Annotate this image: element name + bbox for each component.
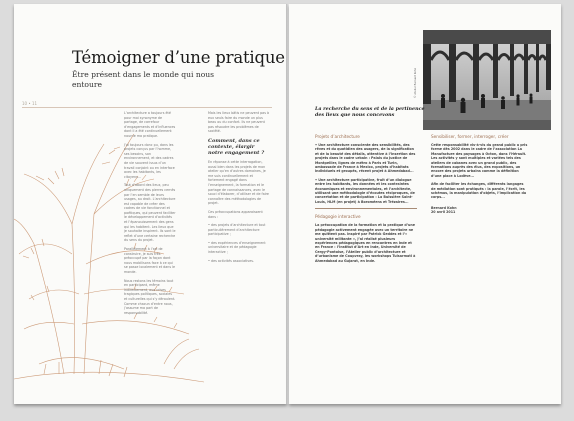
right-column-2 [431,134,529,215]
column-title: Projets d’architecture [315,134,360,139]
body-column-2 [208,111,270,267]
left-page [14,4,287,404]
photo-credit: © Atelier Bernard Kohn [414,67,417,98]
section-question-heading: Comment, dans ce contexte, élargir notre engagement ? [208,137,265,156]
column-divider [315,208,417,209]
body-paragraph: La préoccupation de la formation et la pratique d’une pédagogie activement engagée avec un territoire ne me quittent pas. Inspiré par Patrick Geddes et l’« université militante », j’ai réalisé plusieurs expériences pédagogiques en rencontres en Inde et en France : l’Institut d’Art en Inde, Université de Cergy-Pontoise, l’Atelier public d’architecture et d’urbanisme de Coupvray, les workshops Tulsarmati à Ahmedabad au Gujarat, en Inde. [315,223,416,263]
body-paragraph: Afin de faciliter les échanges, différents langages de médiation sont pratiqués : la parole, l’écrit, les schémas, la manipulation d’objets, l’implication du corps... [431,182,527,200]
body-paragraph: • Une architecture consciente des sensibilités, des rêves et du quotidien des usagers, de la signification et de la beauté des détails, attentive à l’insertion des projets dans le cadre urbain : Palais du Justice de Montpellier, lignes de métro à Paris et Turin, ambassade de France à Mexico, projets d’habitats individuels et groupés, récent projet à Ahmedabad... [315,143,416,174]
header-rule [22,107,272,108]
column-title: Sensibiliser, former, interroger, créer [431,134,509,139]
signature-block [431,206,529,215]
page-title: Témoigner d’une pratique [72,48,285,67]
page-subtitle: Être présent dans le monde qui nous entoure [72,70,215,89]
page-folio: 10 • 11 [22,101,38,106]
list-item: • des projets d’architecture et tout particulièrement d’architecture participative ; [208,223,266,237]
body-paragraph: Parallèlement à l’art de construire, je suis très préoccupé par la façon dont nous mobilisons face à ce qui se passe localement et dans le monde. [124,247,176,274]
right-page [289,4,561,404]
body-paragraph: En réponse à cette interrogation, aussi bien dans les projets de mon atelier qu’en d’autres domaines, je me suis continuellement et fortement engagé dans l’enseignement, la formation et le partage de connaissances, avec le souci d’élaborer, d’utiliser et de faire connaître des méthodologies de projet. [208,159,269,206]
list-item: • des expériences d’enseignement universitaire et de pédagogie interactive ; [208,240,266,255]
body-paragraph: Nous restons les témoins tout en participant, même indirectement, aux crises tragiques politiques, sociales et culturelles qui s’y déroulent. Comme chacun d’entre nous, j’assume ma part de responsabilité. [124,278,176,315]
body-paragraph: Ces préoccupations apparaissent dans : [208,209,263,219]
arcade-photo [423,30,551,130]
body-paragraph: Cette responsabilité vis-à-vis du grand public a pris forme dès 2002 dans le cadre de l’association La Manufacture des paysages à Octon, dans l’Hérault. Les activités y sont multiples et variées tels des ateliers de cabanes avec un grand public, des formations auprès des élus, des expositions, un encore des projets urbains comme la définition d’une place à Lodève... [431,143,528,178]
signature-name: Bernard Kohn [431,205,457,210]
section-heading: La recherche du sens et de la pertinence des lieux que nous concevons [315,106,425,118]
list-item: • des activités associatives. [208,258,255,263]
right-column-1 [315,134,417,267]
body-paragraph: Mais les lieux bâtis ne peuvent pas à eux seuls faire du monde un plus beau ou du confort. Ils ne peuvent pas résoudre les problèmes de société. [208,111,269,134]
body-paragraph: Tout d’abord des lieux, peu uniquement des pierres cernés par l’en semble de leurs usages, au droit. L’architecture est capable de créer des cadres de vie fonctionnel et poétiques, qui peuvent faciliter le développement d’activités et l’épanouissement des gens qui les habitent. Les lieux que je souhaite inspirent. Ils sont le reflet d’une certaine recherche du sens du projet. [124,183,176,243]
signature-date: 20 avril 2011 [431,210,456,215]
body-column-1 [124,111,176,319]
body-paragraph: L’architecture a toujours été pour moi synonyme de partage, de carrefour d’engagements et d’influences dont il a été continuellement nourrie ma pratique. [124,111,176,138]
body-paragraph: • Une architecture participative, fruit d’un dialogue entre les habitants, les données et les contraintes économiques et environnementales, et l’architecte, utilisant une méthodologie d’écoutes réciproques, de concertation et de participation : La Buissière Saint-Louis, HLM (en projet) à Boroméens et Trézaires... [315,177,415,204]
column-title: Pédagogie interactive [315,214,361,220]
body-paragraph: J’ai toujours donc pu, dans les projets conçus par l’homme, ses besoins, son environnement, et des cadres de vie souvent issus d’un travail conjoint ou en interface avec les habitants, les citoyens... [124,142,175,179]
